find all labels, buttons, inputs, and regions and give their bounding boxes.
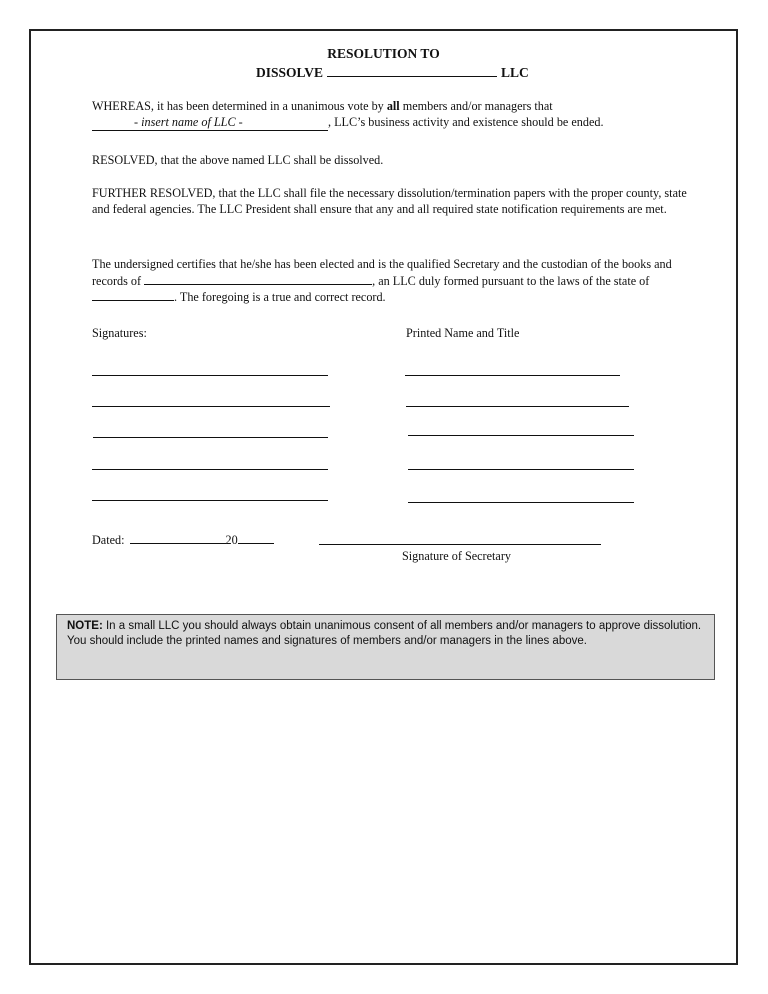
note-text: In a small LLC you should always obtain unanimous consent of all members and/or managers to approve dissolution. You should include the printed names and signatures of members and/or managers in the lines above. <box>67 620 702 647</box>
printed-name-label: Printed Name and Title <box>406 326 520 340</box>
further-resolved-paragraph: FURTHER RESOLVED, that the LLC shall file the necessary dissolution/termination papers with the proper county, state and federal agencies. The LLC President shall ensure that any and all required state notification requirements are met. <box>92 186 687 216</box>
printed-name-line-1[interactable] <box>405 375 620 376</box>
secretary-signature-line[interactable] <box>319 544 601 545</box>
secretary-signature-label: Signature of Secretary <box>402 549 511 563</box>
signature-line-3[interactable] <box>93 437 328 438</box>
printed-name-line-3[interactable] <box>408 435 634 436</box>
title-suffix: LLC <box>501 65 529 80</box>
whereas-text-start: WHEREAS, it has been determined in a unanimous vote by <box>92 99 387 113</box>
signature-line-5[interactable] <box>92 500 328 501</box>
certification-text-3: . The foregoing is a true and correct record. <box>174 290 386 304</box>
note-label: NOTE: <box>67 620 103 632</box>
signatures-label: Signatures: <box>92 326 147 340</box>
llc-name-placeholder: - insert name of LLC - <box>134 114 243 129</box>
llc-name-field[interactable] <box>92 115 328 132</box>
signature-line-2[interactable] <box>92 406 330 407</box>
document-page <box>29 29 738 965</box>
signature-line-4[interactable] <box>92 469 328 470</box>
whereas-paragraph <box>92 99 692 131</box>
year-prefix: 20 <box>225 533 238 547</box>
printed-name-line-4[interactable] <box>408 469 634 470</box>
signature-line-1[interactable] <box>92 375 328 376</box>
printed-name-line-2[interactable] <box>406 406 629 407</box>
printed-name-line-5[interactable] <box>408 502 634 503</box>
state-field[interactable] <box>92 289 174 301</box>
certification-text-2: , an LLC duly formed pursuant to the laws of the state of <box>372 273 650 288</box>
date-field[interactable] <box>130 532 226 544</box>
dated-row <box>92 532 274 548</box>
document-title-line1: RESOLUTION TO <box>327 46 440 61</box>
whereas-bold-word: all <box>386 99 400 113</box>
certification-text-1: The undersigned certifies that he/she has been elected and is the qualified Secretary and the custodian of the books and records of <box>92 257 672 288</box>
note-box <box>56 614 715 680</box>
title-prefix: DISSOLVE <box>256 65 324 80</box>
certification-paragraph <box>92 257 704 306</box>
llc-name-blank[interactable] <box>327 64 497 77</box>
document-title-line2 <box>256 64 529 81</box>
whereas-text-mid: members and/or managers that <box>399 99 553 113</box>
llc-name-records-field[interactable] <box>144 273 372 285</box>
resolved-paragraph: RESOLVED, that the above named LLC shall be dissolved. <box>92 153 384 167</box>
whereas-text-end: , LLC’s business activity and existence should be ended. <box>328 114 604 129</box>
year-field[interactable] <box>238 532 274 544</box>
dated-label: Dated: <box>92 533 125 547</box>
